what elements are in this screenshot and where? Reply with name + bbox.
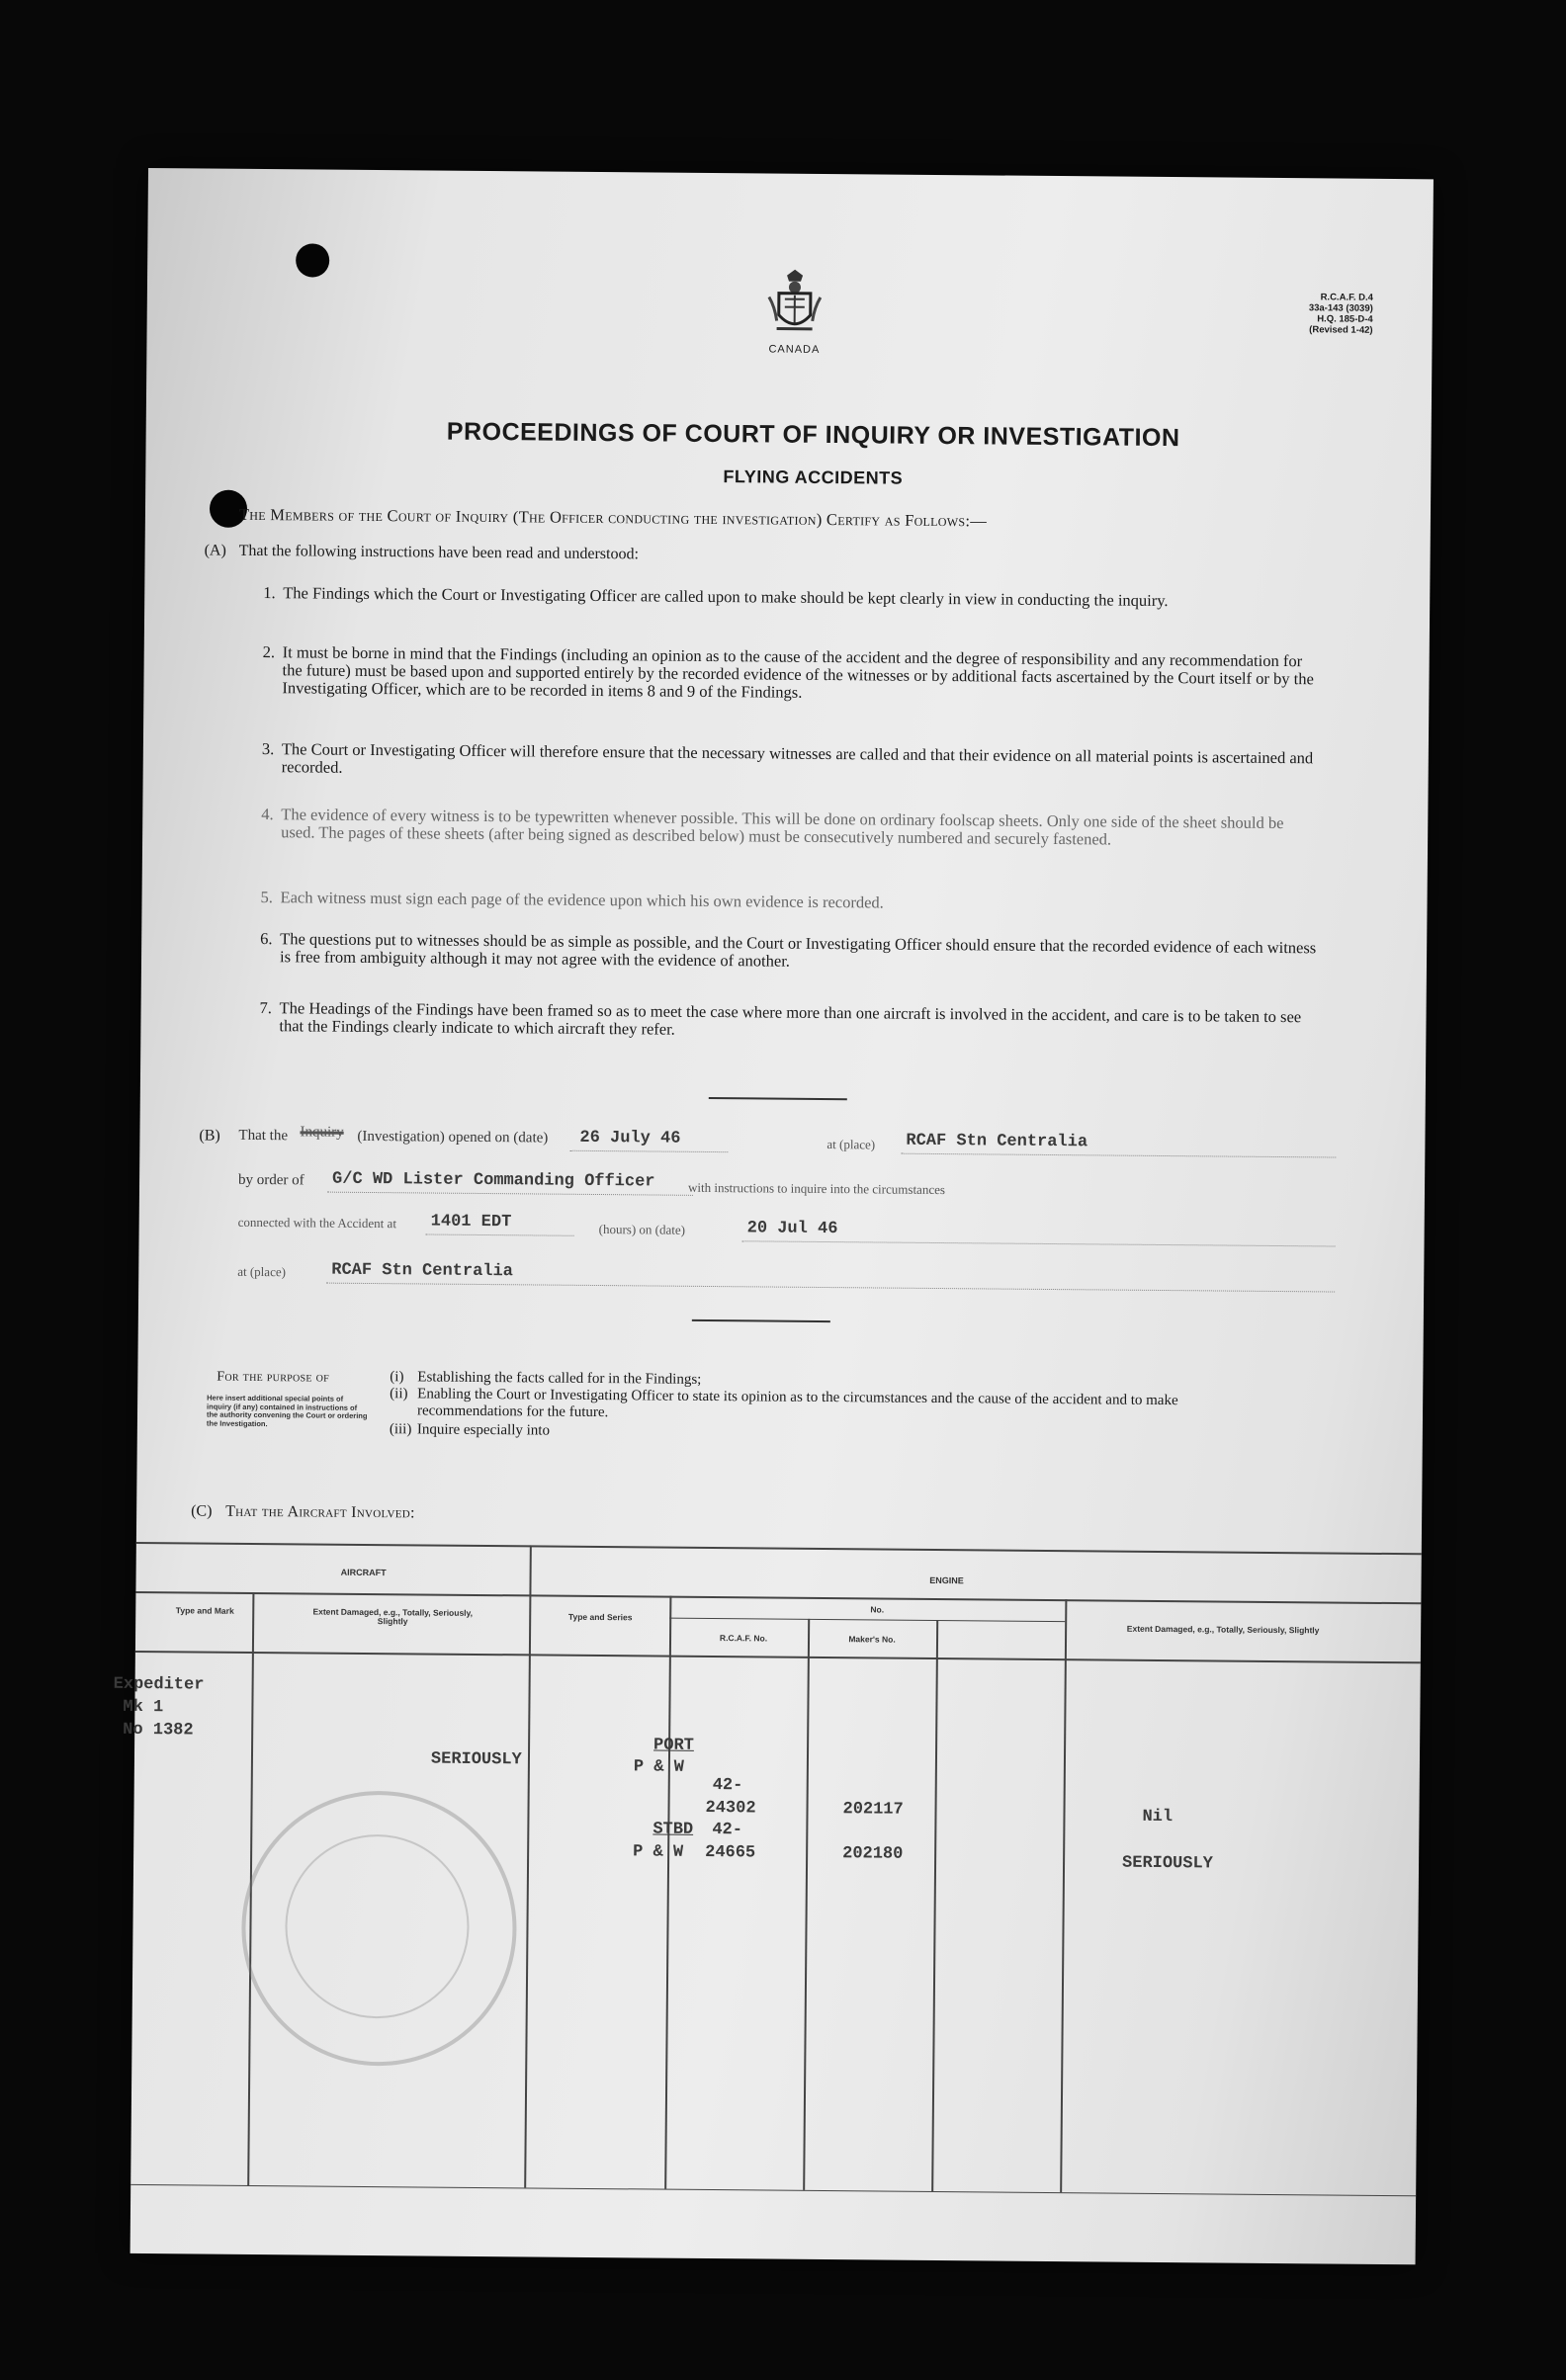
stamp-inner-ring [285, 1833, 471, 2019]
section-divider [709, 1097, 847, 1100]
at-place-label-2: at (place) [237, 1263, 287, 1280]
instruction-item [260, 888, 1318, 915]
struck-inquiry-label: Inquiry [300, 1124, 344, 1141]
opened-on-label: (Investigation) opened on (date) [357, 1128, 549, 1147]
table-bottom-rule [130, 2184, 1416, 2196]
aircraft-type-line: Mk 1 [123, 1697, 164, 1718]
form-ref-line: H.Q. 185-D-4 [1317, 313, 1373, 325]
receipt-stamp [240, 1790, 517, 2067]
type-series-header: Type and Series [567, 1611, 633, 1623]
instructions-label: with instructions to inquire into the circumstances [687, 1179, 946, 1198]
form-ref-line: R.C.A.F. D.4 [1320, 292, 1373, 303]
instruction-text: Each witness must sign each page of the evidence upon which his own evidence is recorded. [280, 888, 884, 912]
engine-damage: SERIOUSLY [1121, 1853, 1213, 1874]
instruction-text: It must be borne in mind that the Findings (including an opinion as to the cause of the accident and the degree of responsibility and any recommendation for the future) must be based upon and supported entirely by the recorded evidence of the witnesses or by additional facts ascertained by the Court itself or by the Investigating Officer, which are to be recorded in items 8 and 9 of the Findings. [282, 642, 1314, 702]
coat-of-arms-icon [765, 267, 826, 339]
engine-makers-no: 202117 [842, 1800, 904, 1820]
engine-group-header: ENGINE [929, 1574, 964, 1586]
instruction-item [263, 583, 1321, 611]
purpose-number: (iii) [389, 1421, 412, 1438]
accident-time-value: 1401 EDT [430, 1212, 512, 1232]
engine-series: P & W [633, 1842, 684, 1862]
instruction-text: The Findings which the Court or Investigating Officer are called upon to make should be kept clearly in view in conducting the inquiry. [283, 583, 1169, 611]
instruction-item [259, 998, 1317, 1044]
field-line [326, 1283, 1335, 1293]
table-divider [931, 1620, 938, 2191]
instruction-number: 1. [263, 583, 276, 603]
instruction-item [261, 805, 1319, 850]
makers-no-header: Maker's No. [848, 1634, 896, 1645]
purpose-note: Here insert additional special points of inquiry (if any) contained in instructions of the authority convening the Court or ordering the Investigation. [206, 1393, 368, 1428]
instruction-item [262, 642, 1320, 706]
connected-label: connected with the Accident at [237, 1214, 397, 1232]
purpose-text: Inquire especially into [416, 1421, 551, 1439]
table-no-rule [669, 1618, 1065, 1622]
engine-rcaf-prefix: 42- [712, 1776, 743, 1796]
table-header-rule [135, 1651, 1421, 1663]
instruction-text: The questions put to witnesses should be as simple as possible, and the Court or Investigating Officer should ensure that the recorded evidence of each witness is free from ambiguity although it may not agree with the evidence of another. [279, 929, 1317, 971]
section-divider [692, 1319, 830, 1322]
engine-damage: Nil [1142, 1807, 1174, 1828]
instruction-number: 6. [260, 929, 273, 949]
accident-date-value: 20 Jul 46 [746, 1219, 838, 1239]
hours-on-label: (hours) on (date) [598, 1222, 686, 1237]
rcaf-no-header: R.C.A.F. No. [719, 1633, 768, 1644]
instruction-item [260, 929, 1318, 975]
instruction-text: The Headings of the Findings have been framed so as to meet the case where more than one aircraft is involved in the accident, and care is to be taken to see that the Findings clearly indicate to which aircraft they refer. [279, 998, 1302, 1039]
canada-crest [764, 267, 825, 356]
engine-rcaf-no: 24302 [705, 1798, 756, 1819]
by-order-label: by order of [237, 1171, 304, 1189]
aircraft-type-line: No 1382 [123, 1720, 194, 1741]
engine-series: P & W [633, 1757, 684, 1777]
section-c-label: That the Aircraft Involved: [225, 1502, 415, 1522]
that-the-label: That the [238, 1127, 289, 1145]
instruction-number: 7. [259, 998, 273, 1018]
accident-place-value: RCAF Stn Centralia [331, 1260, 513, 1282]
table-top-rule [136, 1542, 1422, 1555]
field-line [901, 1153, 1336, 1158]
table-divider [803, 1619, 810, 2190]
opened-date-value: 26 July 46 [579, 1128, 681, 1148]
engine-rcaf-no: 24665 [705, 1842, 756, 1863]
page-subtitle: FLYING ACCIDENTS [723, 467, 904, 488]
form-ref-line: (Revised 1-42) [1309, 324, 1373, 336]
field-line [426, 1233, 574, 1235]
instruction-text: The evidence of every witness is to be typewritten whenever possible. This will be done on ordinary foolscap sheets. Only one side of the sheet should be used. The pages of these sheets (after being signed as described below) must be consecutively numbered and securely fastened. [281, 805, 1284, 849]
engine-makers-no: 202180 [842, 1844, 904, 1864]
field-line [742, 1240, 1336, 1246]
no-group-header: No. [870, 1604, 885, 1615]
purpose-number: (ii) [390, 1386, 408, 1402]
instruction-text: The Court or Investigating Officer will therefore ensure that the necessary witnesses are called and that their evidence on all material points is ascertained and recorded. [281, 739, 1314, 777]
instruction-number: 5. [260, 888, 274, 907]
form-reference [1255, 292, 1373, 336]
instruction-item [261, 739, 1320, 785]
form-sheet [113, 168, 1434, 2264]
section-a-intro: That the following instructions have been read and understood: [238, 542, 640, 563]
aircraft-extent-header: Extent Damaged, e.g., Totally, Seriously, Slightly [312, 1606, 474, 1627]
aircraft-group-header: AIRCRAFT [340, 1567, 387, 1578]
purpose-item [390, 1386, 1200, 1426]
instruction-number: 4. [261, 805, 274, 824]
purpose-label: For the purpose of [217, 1369, 330, 1386]
section-a-marker: (A) [204, 542, 226, 559]
instruction-number: 3. [261, 739, 275, 759]
aircraft-type-line: Expediter [113, 1674, 205, 1695]
section-b-marker: (B) [199, 1127, 220, 1145]
form-ref-line: 33a-143 (3039) [1308, 302, 1373, 314]
section-c-marker: (C) [191, 1502, 213, 1520]
engine-side: STBD [652, 1820, 694, 1839]
field-line [569, 1150, 728, 1152]
instruction-number: 2. [262, 642, 276, 662]
place-value: RCAF Stn Centralia [906, 1131, 1088, 1152]
certify-statement: The Members of the Court of Inquiry (The Officer conducting the investigation) Certify as Follows:— [238, 504, 988, 531]
table-divider [1060, 1599, 1067, 2192]
purpose-text: Enabling the Court or Investigating Officer to state its opinion as to the circumstances and the cause of the accident and to make recommendations for the future. [416, 1386, 1178, 1421]
table-group-rule [135, 1591, 1421, 1604]
purpose-text: Establishing the facts called for in the Findings; [417, 1369, 702, 1388]
type-mark-header: Type and Mark [175, 1605, 234, 1616]
at-place-label: at (place) [826, 1137, 876, 1152]
by-order-value: G/C WD Lister Commanding Officer [331, 1169, 655, 1192]
crest-label: CANADA [768, 343, 821, 356]
engine-rcaf-prefix: 42- [712, 1821, 743, 1840]
table-divider [664, 1596, 671, 2189]
purpose-number: (i) [390, 1369, 404, 1386]
page-title: PROCEEDINGS OF COURT OF INQUIRY OR INVESTIGATION [446, 417, 1180, 453]
engine-side: PORT [653, 1736, 694, 1755]
table-divider [524, 1545, 532, 2187]
engine-extent-header: Extent Damaged, e.g., Totally, Seriously, Slightly [1126, 1623, 1320, 1636]
purpose-list [390, 1369, 1201, 1445]
aircraft-damage-value: SERIOUSLY [430, 1749, 522, 1770]
field-line [327, 1192, 693, 1196]
punch-hole-top [296, 243, 329, 277]
